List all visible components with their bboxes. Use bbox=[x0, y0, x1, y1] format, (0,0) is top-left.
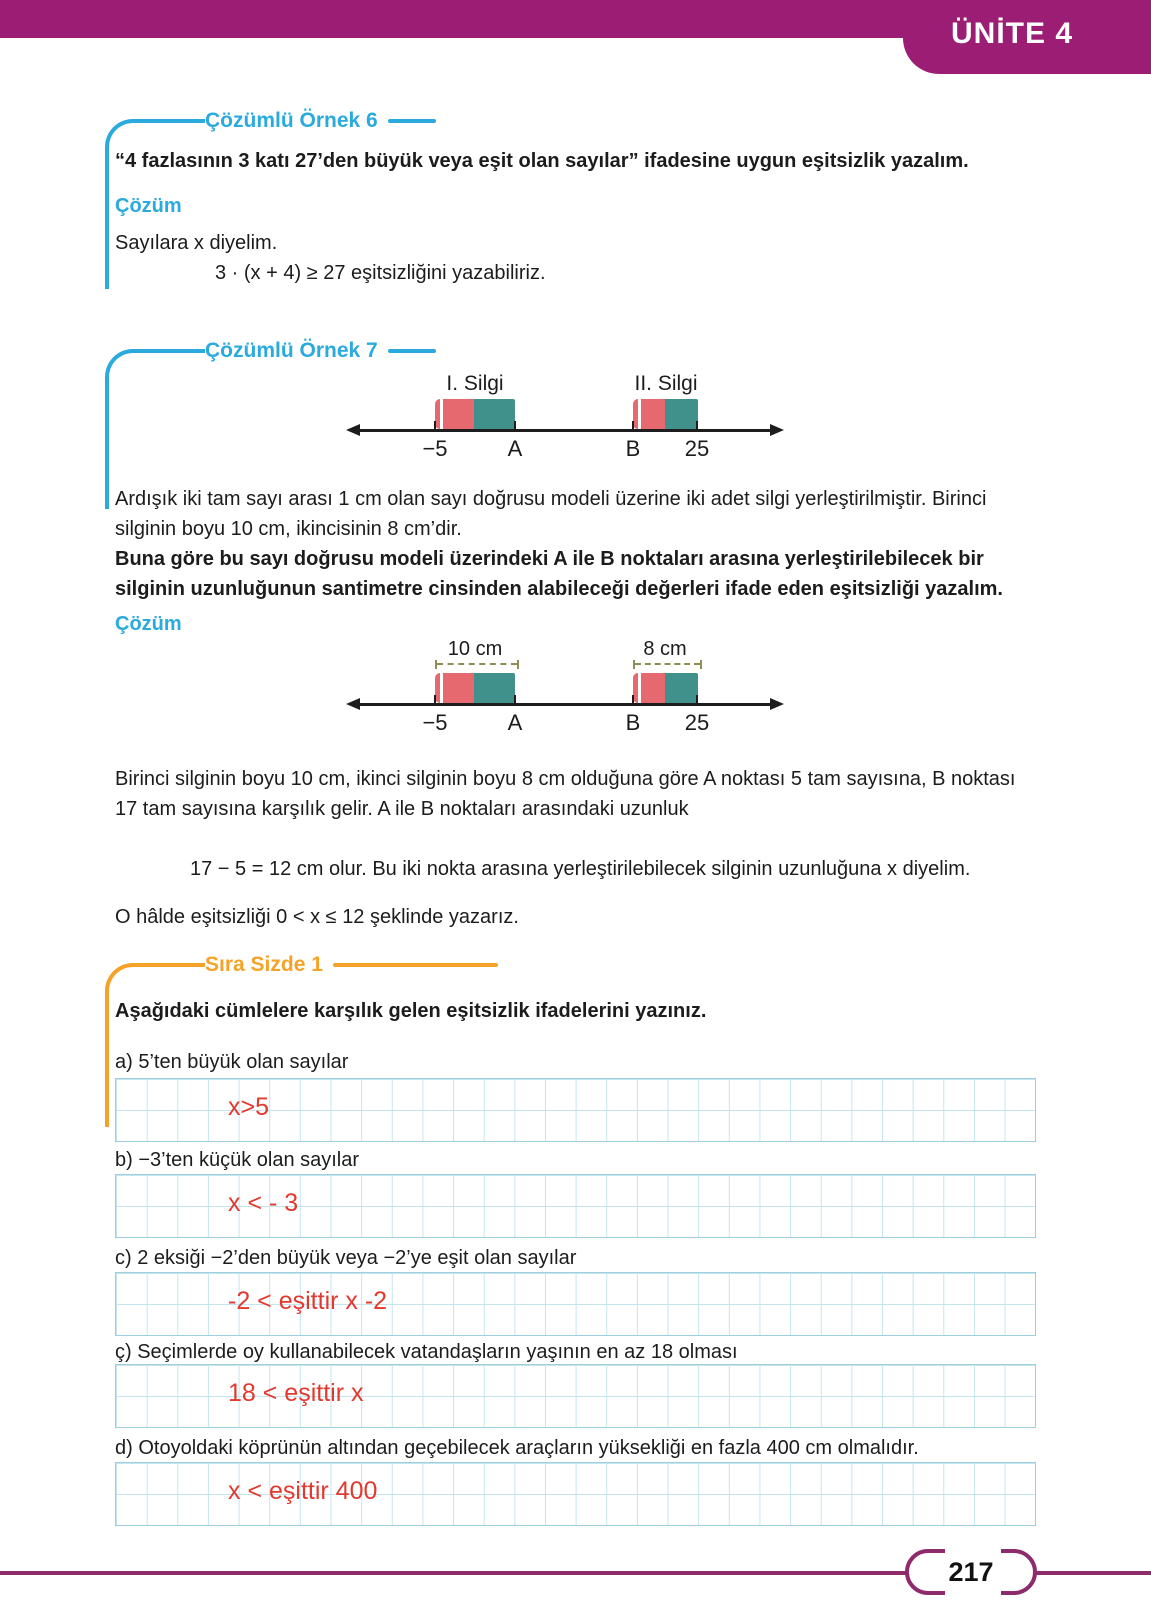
tick-B bbox=[632, 695, 634, 706]
eraser-2 bbox=[633, 673, 698, 703]
measure-row bbox=[360, 660, 790, 672]
example-7-para1: Ardışık iki tam sayı arası 1 cm olan sayı doğrusu modeli üzerine iki adet silgi yerleştirilmiştir. Birinci silginin boyu 10 cm, ikincisinin 8 cm’dir. bbox=[115, 488, 987, 540]
tick-label-25: 25 bbox=[684, 436, 710, 461]
page-number-badge bbox=[905, 1549, 1037, 1595]
tick-A bbox=[514, 695, 516, 706]
question-b-label: b) −3’ten küçük olan sayılar bbox=[115, 1149, 360, 1171]
heading-dash bbox=[333, 963, 498, 967]
eraser-2 bbox=[633, 399, 698, 429]
answer-a: x>5 bbox=[228, 1093, 270, 1121]
question-d-label: d) Otoyoldaki köprünün altından geçebilecek araçların yüksekliği en fazla 400 cm olmalıdır. bbox=[115, 1437, 919, 1459]
example-6-equation: 3 · (x + 4) ≥ 27 eşitsizliğini yazabiliriz. bbox=[215, 262, 546, 284]
solution-label: Çözüm bbox=[115, 195, 182, 217]
tick-B bbox=[632, 421, 634, 432]
eraser-labels bbox=[360, 372, 790, 398]
tick-minus5 bbox=[434, 421, 436, 432]
measure-line-8cm bbox=[633, 660, 702, 669]
example-bracket bbox=[105, 119, 205, 289]
example-7-heading: Çözümlü Örnek 7 bbox=[205, 339, 378, 362]
answer-d: x < eşittir 400 bbox=[228, 1477, 378, 1505]
example-6-heading-row bbox=[205, 108, 1040, 134]
tick-label-25: 25 bbox=[684, 710, 710, 735]
question-c2-label: ç) Seçimlerde oy kullanabilecek vatandaşların yaşının en az 18 olması bbox=[115, 1341, 738, 1363]
section-sira-sizde-1 bbox=[105, 952, 1040, 1532]
number-line-figure-2 bbox=[360, 638, 790, 742]
answer-c: -2 < eşittir x -2 bbox=[228, 1287, 388, 1315]
example-6-content bbox=[105, 146, 1040, 288]
answer-box-b[interactable] bbox=[115, 1174, 1036, 1238]
measure-2-label: 8 cm bbox=[643, 638, 687, 660]
erasers bbox=[360, 398, 790, 429]
question-c-label: c) 2 eksiği −2’den büyük veya −2’ye eşit olan sayılar bbox=[115, 1247, 577, 1269]
measure-line-10cm bbox=[435, 660, 519, 669]
badge-gap bbox=[945, 1591, 1001, 1599]
badge-gap bbox=[945, 1545, 1001, 1553]
example-7-heading-row bbox=[205, 338, 1040, 364]
tick-labels bbox=[360, 432, 790, 468]
eraser-1-label: I. Silgi bbox=[446, 372, 504, 395]
measure-labels bbox=[360, 638, 790, 660]
unit-label: ÜNİTE 4 bbox=[950, 17, 1074, 50]
tick-label-minus5: −5 bbox=[422, 710, 448, 735]
tick-A bbox=[514, 421, 516, 432]
answer-b: x < - 3 bbox=[228, 1189, 299, 1217]
tick-label-A: A bbox=[507, 710, 523, 735]
number-line-figure-1 bbox=[360, 372, 790, 468]
example-bracket bbox=[105, 349, 205, 509]
eraser-1 bbox=[435, 399, 515, 429]
tick-25 bbox=[696, 421, 698, 432]
tick-label-minus5: −5 bbox=[422, 436, 448, 461]
section-example-6 bbox=[105, 108, 1040, 288]
sira-sizde-directive: Aşağıdaki cümlelere karşılık gelen eşitsizlik ifadelerini yazınız. bbox=[115, 1000, 707, 1022]
tick-labels bbox=[360, 706, 790, 742]
question-a-label: a) 5’ten büyük olan sayılar bbox=[115, 1051, 349, 1073]
heading-dash bbox=[388, 349, 436, 353]
answer-box-c[interactable] bbox=[115, 1272, 1036, 1336]
tick-label-B: B bbox=[625, 436, 641, 461]
answer-box-d[interactable] bbox=[115, 1462, 1036, 1526]
answer-box-a[interactable] bbox=[115, 1078, 1036, 1142]
example-7-para5: O hâlde eşitsizliği 0 < x ≤ 12 şeklinde yazarız. bbox=[115, 906, 519, 928]
example-7-para2: Buna göre bu sayı doğrusu modeli üzerindeki A ile B noktaları arasına yerleştirilebilecek bir silginin uzunluğunun santimetre cinsinden alabileceği değerleri ifade eden eşitsizliği yazalım. bbox=[115, 548, 1003, 600]
answer-box-c2[interactable] bbox=[115, 1364, 1036, 1428]
tick-minus5 bbox=[434, 695, 436, 706]
heading-dash bbox=[388, 119, 436, 123]
page-number: 217 bbox=[948, 1556, 994, 1587]
example-6-problem: “4 fazlasının 3 katı 27’den büyük veya eşit olan sayılar” ifadesine uygun eşitsizlik yazalım. bbox=[115, 150, 969, 172]
sira-sizde-heading-row bbox=[205, 952, 1040, 978]
section-example-7 bbox=[105, 338, 1040, 932]
eraser-1 bbox=[435, 673, 515, 703]
tick-label-B: B bbox=[625, 710, 641, 735]
erasers bbox=[360, 672, 790, 703]
eraser-2-label: II. Silgi bbox=[634, 372, 698, 395]
example-6-heading: Çözümlü Örnek 6 bbox=[205, 109, 378, 132]
example-7-content bbox=[105, 372, 1040, 932]
measure-1-label: 10 cm bbox=[447, 638, 503, 660]
example-6-line1: Sayılara x diyelim. bbox=[115, 232, 278, 254]
tick-25 bbox=[696, 695, 698, 706]
unit-tab bbox=[903, 0, 1151, 74]
example-7-para4: 17 − 5 = 12 cm olur. Bu iki nokta arasına yerleştirilebilecek silginin uzunluğuna x diyelim. bbox=[190, 858, 971, 880]
solution-label: Çözüm bbox=[115, 613, 182, 635]
sira-sizde-heading: Sıra Sizde 1 bbox=[205, 953, 323, 976]
example-7-para3: Birinci silginin boyu 10 cm, ikinci silginin boyu 8 cm olduğuna göre A noktası 5 tam sayısına, B noktası 17 tam sayısına karşılık gelir. A ile B noktaları arasındaki uzunluk bbox=[115, 768, 1016, 820]
answer-c2: 18 < eşittir x bbox=[228, 1379, 364, 1407]
tick-label-A: A bbox=[507, 436, 523, 461]
